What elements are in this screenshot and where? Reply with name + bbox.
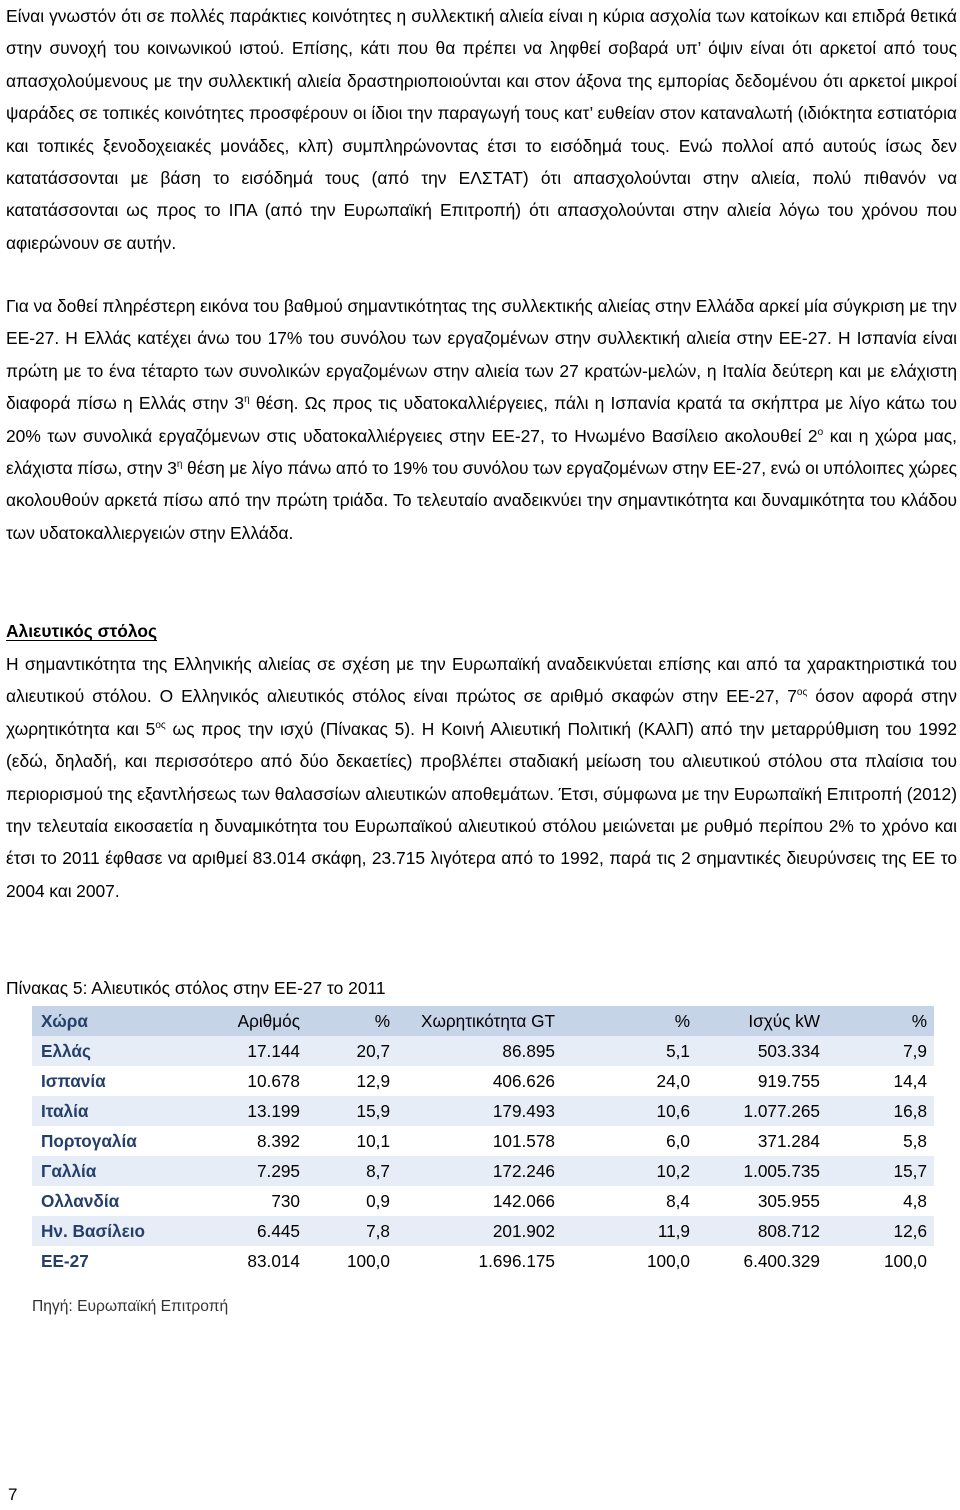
cell-country: Ολλανδία [41,1190,120,1211]
paragraph-text: ως προς την ισχύ (Πίνακας 5). Η Κοινή Αλιευτική Πολιτική (ΚΑλΠ) από την μεταρρύθμιση του 1992 (εδώ, δηλαδή, και περισσότερο από δύο δεκαετίες) προβλέπει σταδιακή μείωση του αλιευτικού στόλου στα πλαίσια του περιορισμού της εξαντλήσεως των θαλασσίων αλιευτικών αποθεμάτων. Έτσι, σύμφωνα με την Ευρωπαϊκή Επιτροπή (2012) την τελευταία εικοσαετία η δυναμικότητα του Ευρωπαϊκού αλιευτικού στόλου μειώνεται με ρυθμό περίπου 2% το χρόνο και έτσι το 2011 έφθασε να αριθμεί 83.014 σκάφη, 23.715 λιγότερα από το 1992, παρά τις 2 σημαντικές διευρύνσεις της ΕΕ το 2004 και 2007. [6,718,957,901]
cell-tonnage-percent: 100,0 [646,1250,690,1271]
cell-power: 305.955 [757,1190,820,1211]
cell-power: 1.005.735 [697,1156,827,1186]
cell-count: 6.445 [187,1216,307,1246]
cell-count-percent: 8,7 [307,1156,397,1186]
cell-count: 8.392 [256,1130,300,1151]
cell-country: Ιταλία [32,1096,187,1126]
table-source: Πηγή: Ευρωπαϊκή Επιτροπή [32,1298,229,1315]
cell-count: 17.144 [187,1036,307,1066]
cell-count-percent: 7,8 [307,1216,397,1246]
cell-tonnage: 201.902 [397,1216,562,1246]
paragraph-text: θέση με λίγο πάνω από το 19% του συνόλου των εργαζομένων στην ΕΕ-27, ενώ οι υπόλοιπες χώρες ακολουθούν αρκετά πίσω από την πρώτη τριάδα. Το τελευταίο αναδεικνύει την σημαντικότητα και δυναμικότητα του κλάδου των υδατοκαλλιεργειών στην Ελλάδα. [6,458,957,543]
cell-tonnage-percent: 11,9 [562,1216,697,1246]
section-heading-fishing-fleet: Αλιευτικός στόλος [6,621,158,641]
cell-count-percent: 20,7 [307,1036,397,1066]
ordinal-suffix: ο [817,426,824,438]
cell-count-percent: 0,9 [366,1190,390,1211]
paragraph-text: όσον αφορά στην χωρητικότητα και 5 [6,686,957,739]
header-tonnage: Χωρητικότητα GT [397,1006,562,1036]
cell-count-percent: 10,1 [356,1130,390,1151]
cell-tonnage-percent: 10,2 [562,1156,697,1186]
table-row [32,1156,934,1186]
fishing-fleet-table [32,1006,934,1276]
cell-tonnage: 172.246 [397,1156,562,1186]
table-header-row [32,1006,934,1036]
page-number: 7 [8,1485,18,1504]
ordinal-suffix: ος [155,719,166,731]
table-row [32,1066,934,1096]
cell-tonnage: 86.895 [397,1036,562,1066]
header-power: Ισχύς kW [697,1006,827,1036]
cell-power-percent: 100,0 [883,1250,927,1271]
table-row [32,1126,934,1156]
cell-country: Ελλάς [32,1036,187,1066]
table-row [32,1036,934,1066]
paragraph-eu-comparison [6,290,957,549]
table-row-total [32,1246,934,1276]
header-count-percent: % [307,1006,397,1036]
cell-power: 6.400.329 [743,1250,820,1271]
cell-tonnage: 1.696.175 [478,1250,555,1271]
header-country: Χώρα [32,1006,187,1036]
ordinal-suffix: η [176,459,183,471]
cell-power-percent: 16,8 [827,1096,934,1126]
table-caption: Πίνακας 5: Αλιευτικός στόλος στην ΕΕ-27 το 2011 [6,978,386,998]
cell-count: 730 [271,1190,300,1211]
cell-power-percent: 14,4 [893,1070,927,1091]
cell-count-percent: 15,9 [307,1096,397,1126]
paragraph-text: θέση. Ως προς τις υδατοκαλλιέργειες, πάλι η Ισπανία κρατά τα σκήπτρα με λίγο κάτω του 20% των συνολικά εργαζόμενων στις υδατοκαλλιέργειες στην ΕΕ-27, το Ηνωμένο Βασίλειο ακολουθεί 2 [6,393,957,446]
paragraph-text: και η χώρα μας, ελάχιστα πίσω, στην 3 [6,425,957,479]
cell-count-percent: 12,9 [356,1070,390,1091]
table-body [32,1036,934,1276]
paragraph-text: Για να δοθεί πληρέστερη εικόνα του βαθμού σημαντικότητας της συλλεκτικής αλιείας στην Ελλάδα αρκεί μία σύγκριση με την ΕΕ-27. Η Ελλάς κατέχει άνω του 17% του συνόλου των εργαζομένων στην συλλεκτική αλιεία στην ΕΕ-27. Η Ισπανία είναι πρώτη με το ένα τέταρτο των συνολικών εργαζομένων στην αλιεία των 27 κρατών-μελών, η Ιταλία δεύτερη και με ελάχιστη διαφορά πίσω η Ελλάς στην 3 [6,296,957,414]
cell-tonnage: 406.626 [492,1070,555,1091]
cell-count: 13.199 [187,1096,307,1126]
cell-tonnage-percent: 10,6 [562,1096,697,1126]
ordinal-suffix: ος [796,687,808,699]
cell-power-percent: 5,8 [903,1130,927,1151]
table-row [32,1096,934,1126]
cell-power-percent: 15,7 [827,1156,934,1186]
cell-power: 808.712 [697,1216,827,1246]
cell-tonnage-percent: 5,1 [562,1036,697,1066]
cell-tonnage-percent: 8,4 [666,1190,690,1211]
header-tonnage-percent: % [562,1006,697,1036]
cell-tonnage: 101.578 [492,1130,555,1151]
paragraph-fishing-fleet [6,648,957,907]
paragraph-text: Η σημαντικότητα της Ελληνικής αλιείας σε σχέση με την Ευρωπαϊκή αναδεικνύεται επίσης και από τα χαρακτηριστικά του αλιευτικού στόλου. Ο Ελληνικός αλιευτικός στόλος είναι πρώτος σε αριθμό σκαφών στην ΕΕ-27, 7 [6,654,957,707]
paragraph-coastal-fishing: Είναι γνωστόν ότι σε πολλές παράκτιες κοινότητες η συλλεκτική αλιεία είναι η κύρια ασχολία των κατοίκων και επιδρά θετικά στην συνοχή του κοινωνικού ιστού. Επίσης, κάτι που θα πρέπει να ληφθεί σοβαρά υπ’ όψιν είναι ότι αρκετοί από τους απασχολούμενους με την συλλεκτική αλιεία δραστηριοποιούνται και στον άξονα της εμπορίας δεδομένου ότι αρκετοί μικροί ψαράδες σε τοπικές κοινότητες προσφέρουν οι ίδιοι την παραγωγή τους κατ’ ευθείαν στον καταναλωτή (ιδιόκτητα εστιατόρια και τοπικές ξενοδοχειακές μονάδες, κλπ) συμπληρώνοντας έτσι το εισόδημά τους. Ενώ πολλοί από αυτούς ίσως δεν κατατάσσονται με βάση το εισόδημά τους (από την ΕΛΣΤΑΤ) ότι απασχολούνται στην αλιεία, πολύ πιθανόν να κατατάσσονται ως προς το ΙΠΑ (από την Ευρωπαϊκή Επιτροπή) ότι απασχολούνται στην αλιεία λόγω του χρόνου που αφιερώνουν σε αυτήν. [6,6,957,253]
cell-tonnage: 179.493 [397,1096,562,1126]
header-power-percent: % [827,1006,934,1036]
cell-country: Ισπανία [41,1070,106,1091]
cell-count-percent: 100,0 [346,1250,390,1271]
cell-country: Ην. Βασίλειο [32,1216,187,1246]
table-row [32,1216,934,1246]
cell-power: 1.077.265 [697,1096,827,1126]
cell-power-percent: 4,8 [903,1190,927,1211]
cell-power-percent: 7,9 [827,1036,934,1066]
cell-count: 83.014 [247,1250,300,1271]
table-row [32,1186,934,1216]
table-header [32,1006,934,1036]
cell-tonnage: 142.066 [492,1190,555,1211]
cell-power-percent: 12,6 [827,1216,934,1246]
cell-country: Γαλλία [32,1156,187,1186]
cell-tonnage-percent: 6,0 [666,1130,690,1151]
cell-country: Πορτογαλία [41,1130,137,1151]
cell-tonnage-percent: 24,0 [656,1070,690,1091]
header-count: Αριθμός [187,1006,307,1036]
cell-count: 10.678 [247,1070,300,1091]
cell-power: 919.755 [757,1070,820,1091]
ordinal-suffix: η [244,394,250,406]
cell-country: ΕΕ-27 [41,1250,89,1271]
cell-power: 503.334 [697,1036,827,1066]
cell-count: 7.295 [187,1156,307,1186]
cell-power: 371.284 [757,1130,820,1151]
